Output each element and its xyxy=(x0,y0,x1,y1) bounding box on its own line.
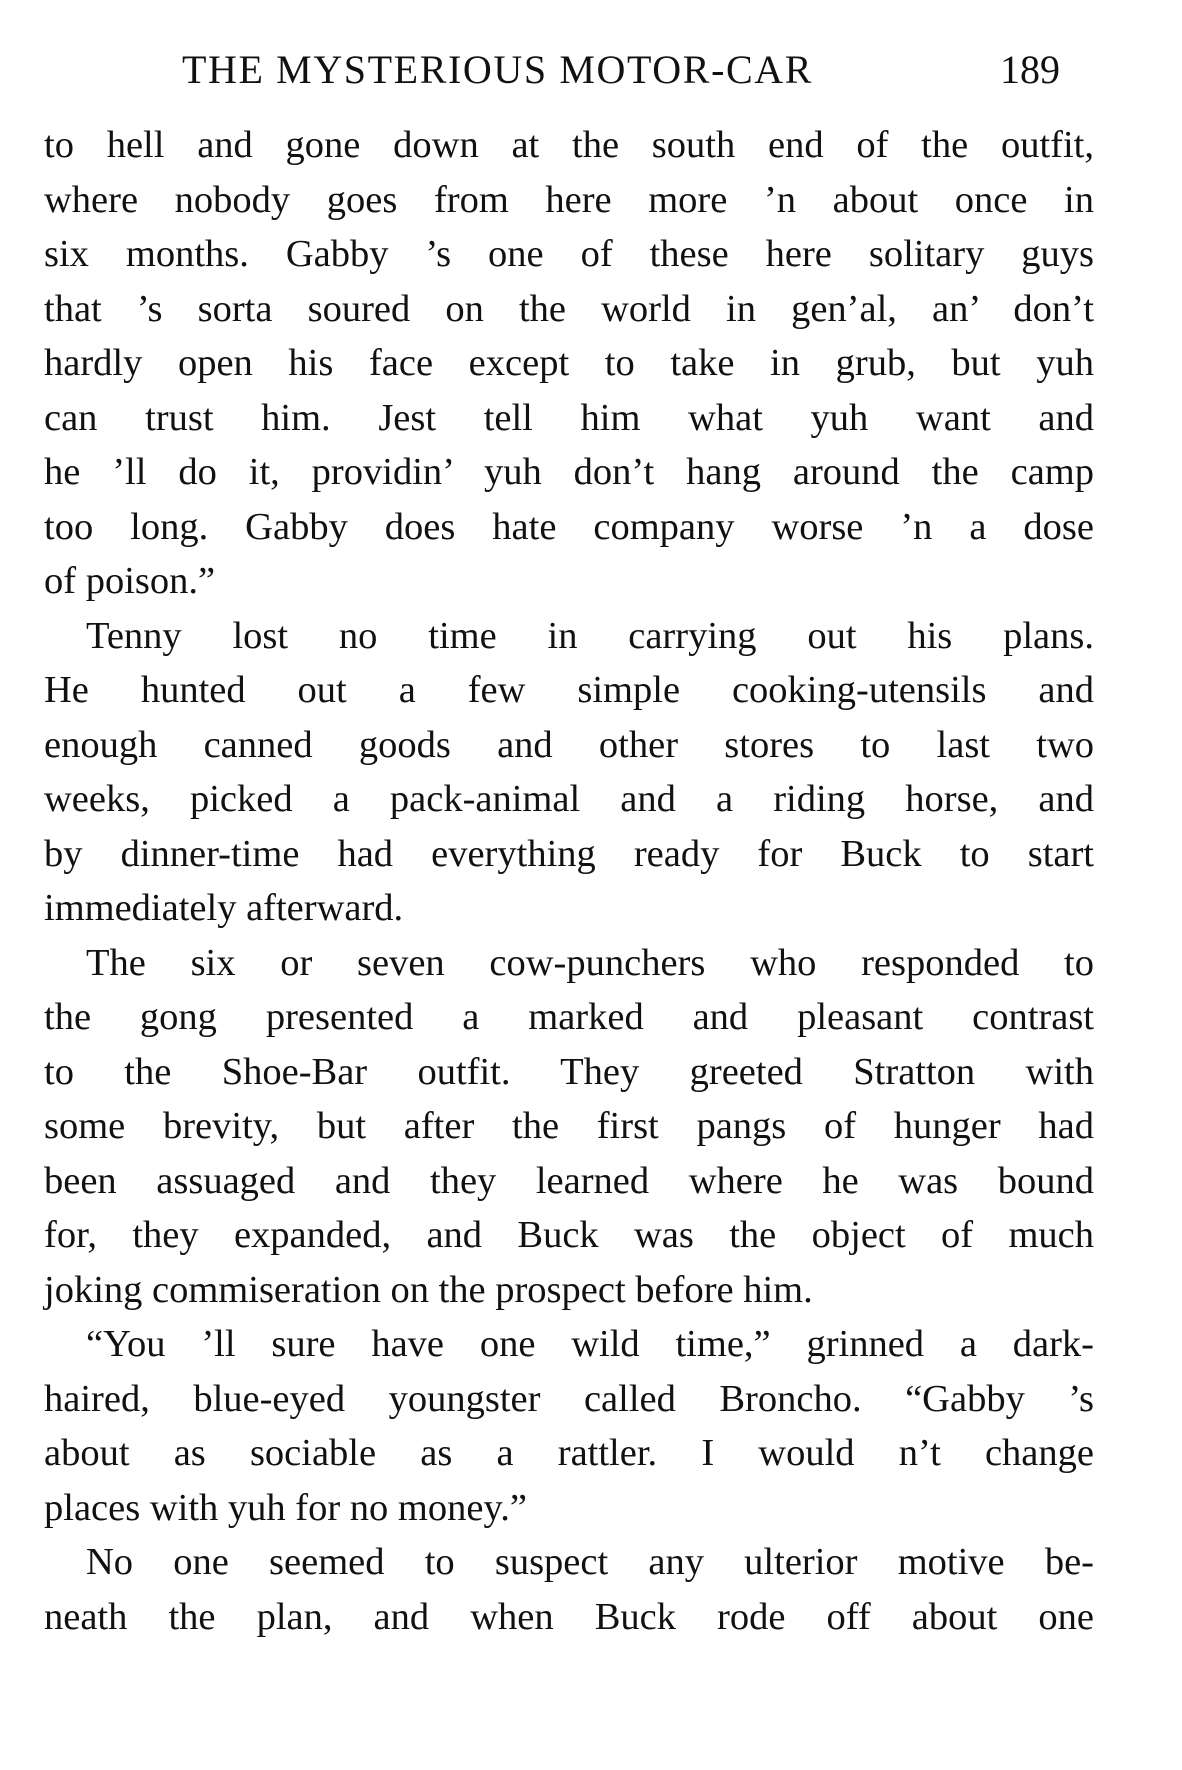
paragraph xyxy=(44,1535,1094,1644)
text-line: for, they expanded, and Buck was the object of much xyxy=(44,1214,1094,1256)
text-line: he ’ll do it, providin’ yuh don’t hang around the camp xyxy=(44,451,1094,493)
text-line: of poison.” xyxy=(44,560,216,602)
text-line: neath the plan, and when Buck rode off about one xyxy=(44,1595,1094,1638)
text-line: joking commiseration on the prospect before him. xyxy=(44,1268,813,1311)
running-title: THE MYSTERIOUS MOTOR-CAR xyxy=(182,47,814,92)
running-head xyxy=(0,42,1182,98)
paragraph xyxy=(44,1317,1094,1535)
text-line: can trust him. Jest tell him what yuh want and xyxy=(44,396,1094,439)
text-line: hardly open his face except to take in grub, but yuh xyxy=(44,342,1094,384)
text-line: “You ’ll sure have one wild time,” grinned a dark- xyxy=(86,1323,1094,1365)
paragraph xyxy=(44,118,1094,609)
text-line: places with yuh for no money.” xyxy=(44,1486,527,1529)
text-line: No one seemed to suspect any ulterior motive be- xyxy=(86,1541,1094,1583)
text-line: where nobody goes from here more ’n about once in xyxy=(44,178,1094,221)
text-line: He hunted out a few simple cooking-utensils and xyxy=(44,669,1094,711)
text-line: to the Shoe-Bar outfit. They greeted Stratton with xyxy=(44,1050,1094,1093)
text-line: too long. Gabby does hate company worse ’n a dose xyxy=(44,505,1094,548)
text-line: weeks, picked a pack-animal and a riding horse, and xyxy=(44,778,1094,820)
body-text xyxy=(44,118,1094,1644)
paragraph xyxy=(44,609,1094,936)
text-line: The six or seven cow-punchers who responded to xyxy=(86,941,1094,984)
text-line: been assuaged and they learned where he was bound xyxy=(44,1159,1094,1202)
text-line: immediately afterward. xyxy=(44,887,404,929)
text-line: six months. Gabby ’s one of these here solitary guys xyxy=(44,233,1094,275)
text-line: some brevity, but after the first pangs of hunger had xyxy=(44,1105,1094,1147)
text-line: to hell and gone down at the south end of the outfit, xyxy=(44,124,1094,166)
text-line: haired, blue-eyed youngster called Broncho. “Gabby ’s xyxy=(44,1377,1094,1420)
paragraph xyxy=(44,936,1094,1318)
text-line: by dinner-time had everything ready for Buck to start xyxy=(44,832,1094,875)
text-line: the gong presented a marked and pleasant contrast xyxy=(44,996,1094,1038)
text-line: Tenny lost no time in carrying out his plans. xyxy=(86,614,1094,657)
text-line: enough canned goods and other stores to last two xyxy=(44,723,1094,766)
text-line: that ’s sorta soured on the world in gen’al, an’ don’t xyxy=(44,287,1094,330)
page-number: 189 xyxy=(1000,47,1060,92)
text-line: about as sociable as a rattler. I would n’t change xyxy=(44,1432,1094,1474)
